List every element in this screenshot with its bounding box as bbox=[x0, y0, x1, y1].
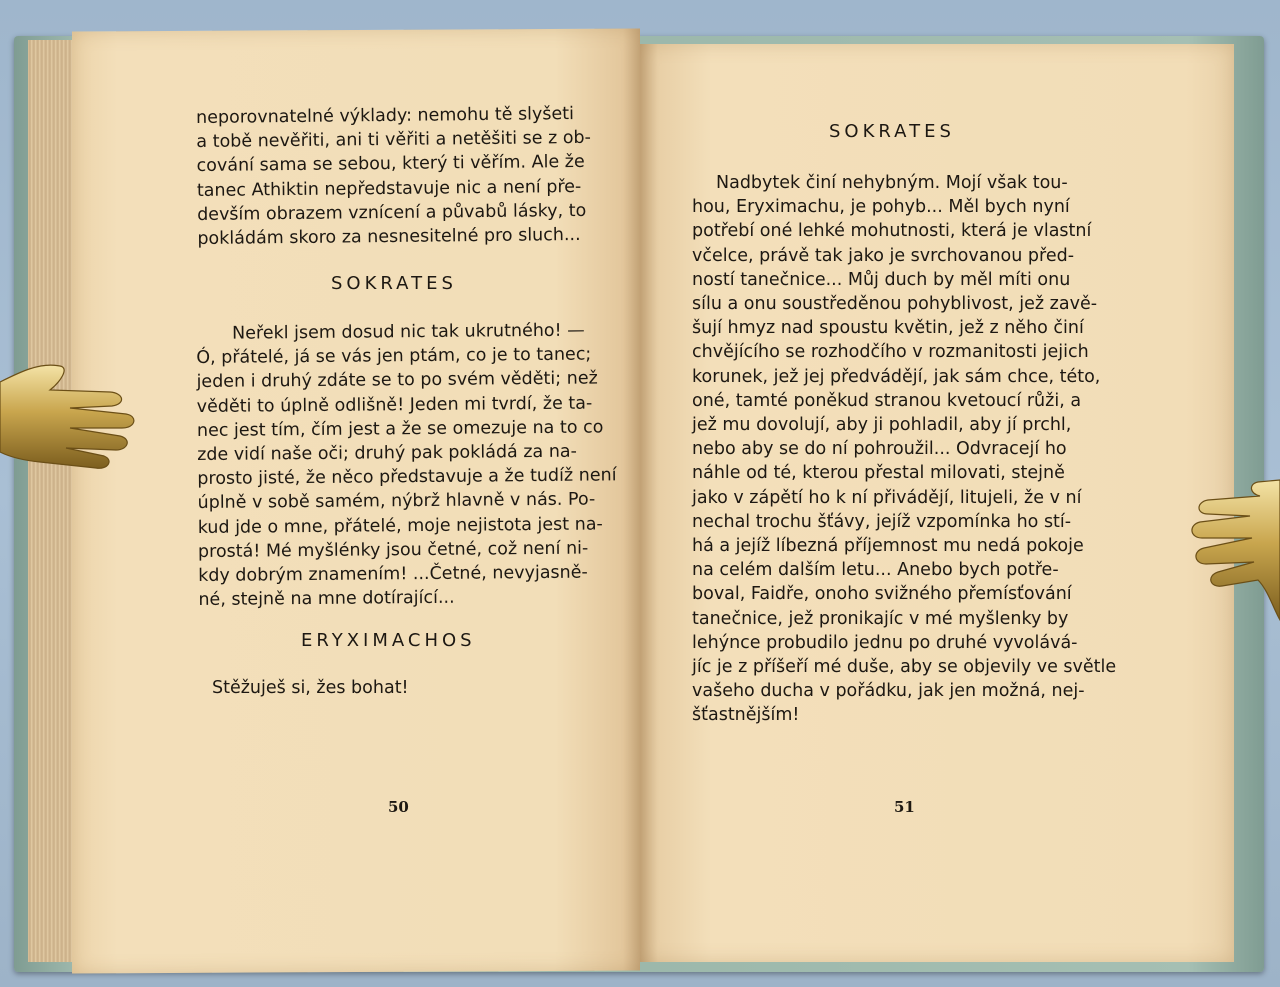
text-line: Nadbytek činí nehybným. Mojí však tou- bbox=[716, 173, 1068, 193]
text-line: sílu a onu soustředěnou pohyblivost, jež zavě- bbox=[692, 294, 1098, 315]
text-line: kud jde o mne, přátelé, moje nejistota jest na- bbox=[197, 514, 603, 538]
text-line: úplně v sobě samém, nýbrž hlavně v nás. Po- bbox=[197, 489, 596, 514]
text-line: věděti to úplně odlišně! Jeden mi tvrdí, že ta- bbox=[196, 393, 593, 417]
page-edges bbox=[28, 40, 78, 962]
left-page-speech bbox=[196, 318, 618, 612]
text-line: jíc je z příšeří mé duše, aby se objevily ve světle bbox=[692, 657, 1117, 678]
text-line: ností tanečnice... Můj duch by měl míti onu bbox=[692, 269, 1071, 290]
text-line: lehýnce probudilo jednu po druhé vyvolává- bbox=[692, 632, 1078, 653]
text-line: kdy dobrým znamením! ...Četné, nevyjasně- bbox=[198, 562, 588, 587]
speaker-heading-sokrates: SOKRATES bbox=[331, 273, 457, 294]
text-line: nechal trochu šťávy, jejíž vzpomínka ho stí- bbox=[692, 511, 1072, 532]
text-line: náhle od té, kterou přestal milovati, stejně bbox=[692, 463, 1065, 484]
text-line: neporovnatelné výklady: nemohu tě slyšeti bbox=[196, 104, 575, 128]
text-line: devším obrazem vznícení a půvabů lásky, to bbox=[197, 200, 587, 225]
text-line: potřebí oné lehké mohutnosti, která je vlastní bbox=[692, 221, 1092, 242]
text-line: včelce, právě tak jako je svrchovanou před- bbox=[692, 245, 1075, 266]
right-page-speech bbox=[692, 171, 1116, 728]
text-line: jež mu dovolují, aby ji pohladil, aby jí prchl, bbox=[692, 415, 1072, 436]
page-number-right: 51 bbox=[894, 798, 915, 816]
text-line: pokládám skoro za nesnesitelné pro sluch... bbox=[197, 224, 581, 250]
text-line: prostá! Mé myšlénky jsou četné, což není ni- bbox=[197, 538, 589, 562]
left-brass-hand-page-holder bbox=[0, 352, 140, 482]
page-number-left: 50 bbox=[388, 798, 409, 816]
text-line: né, stejně na mne dotírající... bbox=[198, 587, 455, 611]
speaker-heading-sokrates-right: SOKRATES bbox=[829, 121, 955, 142]
text-line: oné, tamté poněkud stranou kvetoucí růži, a bbox=[692, 390, 1082, 411]
text-line: a tobě nevěřiti, ani ti věřiti a netěšiti se z ob- bbox=[196, 128, 592, 153]
left-page-opening-text bbox=[196, 102, 592, 251]
text-line: tanec Athiktin nepředstavuje nic a není pře- bbox=[196, 176, 582, 201]
text-line: cování sama se sebou, který ti věřím. Ale že bbox=[196, 152, 585, 177]
text-line: prosto jisté, že něco představuje a že tudíž není bbox=[197, 465, 617, 490]
text-line: jeden i druhý zdáte se to po svém věděti; než bbox=[196, 368, 598, 393]
text-line: chvějícího se rozhodčího v rozmanitosti jejich bbox=[692, 342, 1089, 363]
right-brass-hand-page-holder bbox=[1188, 470, 1280, 630]
left-page-closing-line: Stěžuješ si, žes bohat! bbox=[212, 678, 409, 698]
text-line: Ó, přátelé, já se vás jen ptám, co je to tanec; bbox=[196, 344, 592, 369]
text-line: Neřekl jsem dosud nic tak ukrutného! — bbox=[232, 320, 585, 344]
text-line: na celém dalším letu... Anebo bych potře- bbox=[692, 560, 1059, 581]
text-line: há a jejíž líbezná příjemnost mu nedá pokoje bbox=[692, 536, 1084, 557]
speaker-heading-eryximachos: ERYXIMACHOS bbox=[301, 630, 476, 651]
text-line: nebo aby se do ní pohroužil... Odvracejí ho bbox=[692, 439, 1067, 460]
text-line: zde vidí naše oči; druhý pak pokládá za na- bbox=[197, 441, 577, 466]
text-line: nec jest tím, čím jest a že se omezuje na to co bbox=[196, 417, 604, 441]
text-line: hou, Eryximachu, je pohyb... Měl bych nyní bbox=[692, 197, 1070, 218]
text-line: boval, Faidře, onoho svižného přemísťování bbox=[692, 584, 1072, 605]
text-line: vašeho ducha v pořádku, jak jen možná, nej- bbox=[692, 681, 1085, 702]
text-line: jako v zápětí ho k ní přivádějí, litujeli, že v ní bbox=[692, 487, 1082, 508]
text-line: korunek, jež jej předvádějí, jak sám chce, této, bbox=[692, 366, 1101, 387]
text-line: tanečnice, jež pronikajíc v mé myšlenky by bbox=[692, 608, 1069, 629]
text-line: šťastnějším! bbox=[692, 705, 800, 726]
text-line: šují hmyz nad spoustu květin, jež z něho činí bbox=[692, 318, 1084, 339]
